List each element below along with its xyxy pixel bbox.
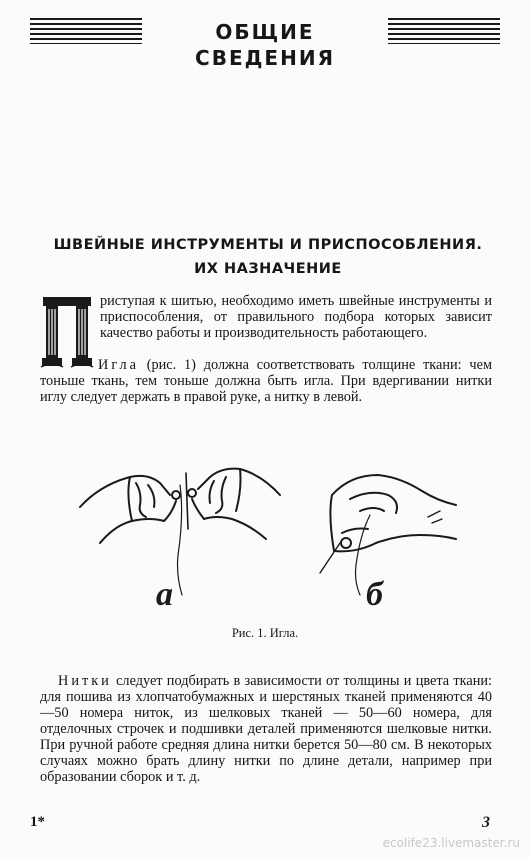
section-title	[28, 233, 508, 281]
figure-label-a: а	[156, 576, 173, 613]
paragraph-threads-text: следует подбирать в зависимости от толщины и цвета ткани: для пошива из хлопчатобумажных и шерстяных тканей применяются 40—50 номера ниток, из шелковых тканей — 50—60 номера, для отделочных строчек и подшивки деталей применяются шелковые нитки. При ручной работе средняя длина нитки берется 50—80 см. В некоторых случаях можно брать длину нитки по длине детали, например при образовании сборок и т. д.	[40, 673, 492, 785]
signature-mark: 1*	[30, 814, 45, 830]
header-rule-left	[30, 18, 142, 44]
term-threads: Нитки	[58, 673, 112, 689]
term-needle: Игла	[98, 357, 139, 373]
paragraph-needle	[40, 357, 492, 405]
watermark: ecolife23.livemaster.ru	[382, 836, 520, 850]
page-number: 3	[482, 814, 490, 831]
section-title-line1: ШВЕЙНЫЕ ИНСТРУМЕНТЫ И ПРИСПОСОБЛЕНИЯ.	[53, 237, 483, 253]
paragraph-needle-text: (рис. 1) должна соответствовать толщине ткани: чем тоньше ткань, тем тоньше должна быть игла. При вдергивании нитки иглу следует держать в правой руке, а нитку в левой.	[40, 357, 492, 405]
paragraph-threads	[40, 673, 492, 785]
figure-caption: Рис. 1. Игла.	[231, 626, 299, 640]
section-title-line2: ИХ НАЗНАЧЕНИЕ	[194, 261, 342, 277]
paragraph-intro: риступая к шитью, необходимо иметь швейные инструменты и приспособления, от правильного подбора которых зависит качество работы и производительность работающего.	[100, 293, 492, 341]
running-header	[30, 14, 500, 70]
running-header-title: ОБЩИЕ СВЕДЕНИЯ	[195, 20, 335, 70]
figure-label-b: б	[366, 576, 383, 613]
figure-needle	[70, 455, 470, 615]
needle-hands-illustration	[70, 455, 470, 615]
header-rule-right	[388, 18, 500, 44]
